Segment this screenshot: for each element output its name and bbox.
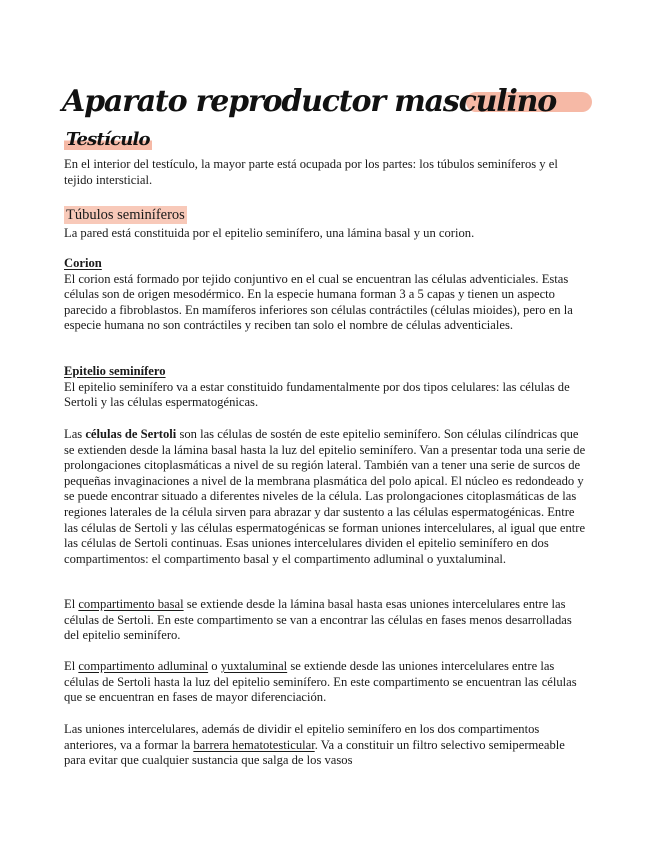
uniones-pre: Las uniones intercelulares, además de dividir el epitelio seminífero en los dos compartimentos anteriores, va a formar la bbox=[64, 722, 540, 752]
basal-text: se extiende desde la lámina basal hasta esas uniones intercelulares entre las células de Sertoli. En este compartimento se van a encontrar las células en fases menos desarrolladas del epitelio seminífero. bbox=[64, 597, 572, 643]
basal-pre: El bbox=[64, 597, 79, 611]
epitelio-section bbox=[64, 364, 586, 411]
section-heading: Testículo bbox=[64, 127, 152, 153]
adluminal-pre: El bbox=[64, 659, 79, 673]
barrera-term: barrera hematotesticular bbox=[193, 737, 315, 752]
corion-section bbox=[64, 256, 586, 334]
epitelio-paragraph: El epitelio seminífero va a estar constituido fundamentalmente por dos tipos celulares: las células de Sertoli y las células espermatogénicas. bbox=[64, 379, 570, 410]
adluminal-mid: o bbox=[208, 659, 221, 673]
basal-term: compartimento basal bbox=[78, 597, 184, 611]
adluminal-term: compartimento adluminal bbox=[78, 659, 209, 673]
yuxtaluminal-term: yuxtaluminal bbox=[220, 659, 288, 673]
intro-paragraph: En el interior del testículo, la mayor parte está ocupada por los partes: los túbulos seminíferos y el tejido intersticial. bbox=[64, 157, 558, 187]
sertoli-pre: Las bbox=[64, 427, 86, 441]
epitelio-label: Epitelio seminífero bbox=[64, 364, 166, 378]
page-title: Aparato reproductor masculino bbox=[62, 84, 557, 119]
sertoli-term: células de Sertoli bbox=[85, 427, 177, 441]
subsection-heading: Túbulos seminíferos bbox=[66, 207, 185, 223]
adluminal-paragraph bbox=[64, 659, 586, 706]
subsection-intro: La pared está constituida por el epitelio seminífero, una lámina basal y un corion. bbox=[64, 226, 475, 240]
corion-paragraph: El corion está formado por tejido conjuntivo en el cual se encuentran las células adventiciales. Estas células son de origen mesodérmico. En la especie humana forman 3 a 5 capas y tienen un aspecto parecido a fibroblastos. En mamíferos inferiores son células contráctiles (células mioides), pero en la especie humana no son contráctiles y reciben tan solo el nombre de células adventiciales. bbox=[64, 271, 573, 333]
sertoli-text: son las células de sostén de este epitelio seminífero. Son células cilíndricas que se extienden desde la lámina basal hasta la luz del epitelio seminífero. Van a presentar toda una serie de prolongaciones citoplasmáticas a nivel de su región lateral. También van a tener una serie de surcos de pequeñas invaginaciones a nivel de la membrana plasmática del polo apical. El núcleo es redondeado y se puede encontrar situado a diferentes niveles de la célula. Las prolongaciones citoplasmáticas de las regiones laterales de la célula sirven para abrazar y dar sustento a las células espermatogénicas. Entre las células de Sertoli y las células espermatogénicas se forman uniones intercelulares, al igual que entre las células de Sertoli continuas. Esas uniones intercelulares dividen el epitelio seminífero en dos compartimentos: el compartimento basal y el compartimento adluminal o yuxtaluminal. bbox=[64, 427, 586, 566]
basal-paragraph bbox=[64, 597, 586, 644]
corion-label: Corion bbox=[64, 256, 102, 270]
sertoli-paragraph bbox=[64, 427, 586, 567]
title-area bbox=[62, 80, 602, 128]
adluminal-text: se extiende desde las uniones intercelulares entre las células de Sertoli hasta la luz del epitelio seminífero. En este compartimento se encuentran las células que se encuentran en fases de mayor diferenciación. bbox=[64, 659, 577, 705]
uniones-text: . Va a constituir un filtro selectivo semipermeable para evitar que cualquier sustancia que salga de los vasos bbox=[64, 737, 565, 768]
uniones-paragraph bbox=[64, 722, 586, 769]
